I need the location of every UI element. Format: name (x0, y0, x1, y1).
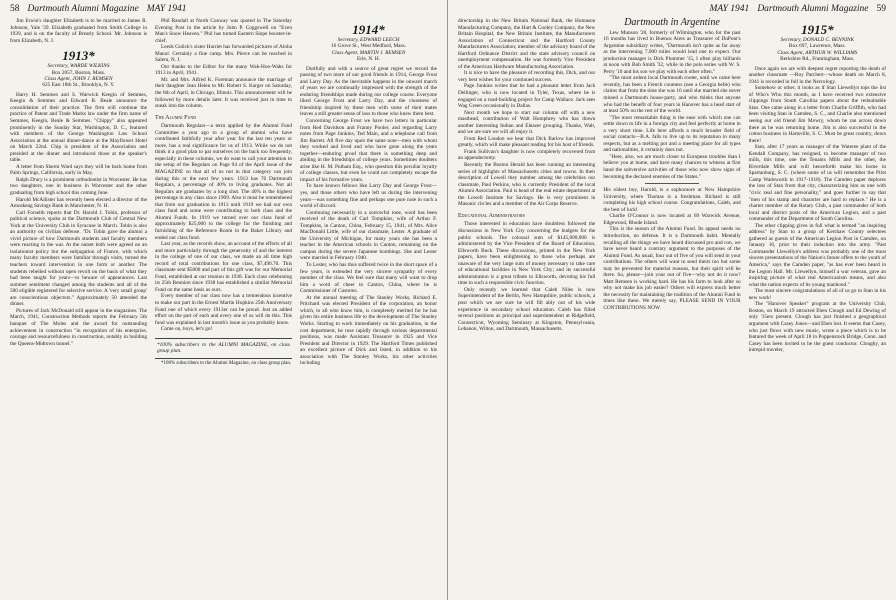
paragraph: Pictures of Jack McDonald still appear in the magazines. The March, 1941, Construction Methods reports the February 5th banquet of The Moles and the award for outstanding achievement in construction "in recognition of his enterprise, courage and resourcefulness in construction, notably in building the Queens-Midtown tunnel." (10, 307, 147, 347)
paragraph: "The most remarkable thing is the ease with which one can settle down to life in a foreign city and feel perfectly at home in a very short time. Life here affords a much broader field of social contacts—B.A. falls to live up to its reputation in many respects, but as a melting pot and a meeting place for all types and nationalities, it certainly does not. (603, 114, 741, 154)
paragraph: Stan, after 17 years as manager of the Wateree plant of the Kendall Company, has resigned, to become manager of two mills, this time, one the Tenants Mills and the other, the Riverdale Mills and will henceforth make his home in Spartanburg, S. C. (where some of us will remember the Pilot Camp Wadsworth in 1917-1918). The Camden paper deplores the loss of Stan from that city, characterizing him as one with "civic zeal and fine personality," and goes further to say that "men of his stamp and character are hard to replace." He is a charter member of the Rotary Club, a past commander of both local and district posts of the American Legion, and a past commander of the Department of South Carolina. (748, 144, 886, 223)
paragraph: Dutifully and with a source of great regret we record the passing of two more of our good friends in 1914, George Frost and Larry Day. As the inevitable happens in the onward march of years we are continually impressed with the strength of the enduring friendships made during our college course. Everyone liked George Frost and Larry Day, and the closeness of friendship inspired by these men with some of their mates leaves a still greater sense of loss to those who knew them best. (300, 65, 437, 118)
class-secretary-address: Box 2057, Boston, Mass. (51, 69, 106, 76)
left-running-head: Dartmouth Alumni Magazine (27, 4, 139, 14)
class-1914-heading (300, 23, 437, 63)
column-2 (155, 18, 292, 598)
class-year: 1915* (801, 22, 834, 37)
paragraph: Mr. and Mrs. Alfred K. Foreman announce the marriage of their daughter Jean Helen to Mr. Robert S. Karger on Saturday, the 6th of April, in Chicago, Illinois. This announcement will be followed by more details later. It was received just in time to sneak into the column. (155, 76, 292, 110)
paragraph: Harold McAllister has recently been elected a director of the Amoskeag Savings Bank in Manchester, N. H. (10, 196, 147, 210)
class-agent: Class Agent, JOHN J. REMSEN (44, 76, 113, 82)
paragraph: Those interested in education have doubtless followed the discussions in New York City concerning the budgets for the public schools. The colossal sum of $145,000,000 is administered by the Vice President of the Board of Education, Ellsworth Buck. These discussions, printed in the New York papers, have been enlightening to those who perhaps are unaware of the very large sum of money necessary to take care of educational facilities in New York City; and its successful administration is a great tribute to Ellsworth, devoting his full time to such a responsible civic function. (458, 221, 596, 287)
paragraph: Once again we are with deepest regret reporting the death of another classmate —Roy Parchert—whose death on March 8, 1941 is recorded in full in the Necrology. (748, 65, 886, 85)
left-page-number: 58 (10, 4, 20, 14)
class-secretary: Secretary, DONALD C. BENNINK (780, 37, 855, 43)
class-agent-address: 625 East 18th St., Brooklyn, N. Y. (42, 82, 115, 89)
section-heading-alumni-fund: The Alumni Fund (155, 114, 197, 121)
right-page (448, 0, 896, 600)
paragraph: Lew Munson '28, formerly of Wilmington, who for the past 16 months has lived in Buenos Aires as Treasurer of DuPont's Argentine subsidiary writes, "Dartmouth isn't quite as far away as the intervening 7,000 miles would lead one to expect. Our production manager is Dick Plummer '15, I often play billiards at noon with Bob Smith '32, while in the polo series with W. S. Perry '10 and his son we play with each other often." (603, 29, 741, 75)
paragraph: It is nice to have the pleasure of recording this, Dick, and our very best wishes for your continued success. (458, 70, 596, 83)
paragraph: Charlie O'Connor is now located at 69 Warwick Avenue, Edgewood, Rhode Island. (603, 213, 741, 226)
right-running-head: Dartmouth Alumni Magazine (757, 4, 869, 14)
left-month: MAY 1941 (146, 4, 187, 14)
paragraph: "Here, also, we are much closer to European troubles than I believe you at home, and have many chances to witness at first hand the subversive activities of those who now show signs of becoming the declared enemies of the States." (603, 153, 741, 180)
column-6 (749, 18, 886, 598)
paragraph: Harry H. Semmes and S. Warwick Keegin of Semmes, Keegin & Semmes and Edward B. Beale announce the consolidation of their practice. The firm will continue the practice of Patent and Trade Marks law under the firm name of Semmes, Keegin, Beale & Semmes. "Chippy" also appeared prominently in the Sunday Star, Washington, D. C., featured with members of the George Washington Law School Association at the annual dinner-dance at the Mayflower Hotel on March 22nd. Chip is president of the Association and presided at the dinner and introduced those at the speaker's table. (10, 91, 147, 164)
class-1913-heading (10, 49, 147, 89)
divider (645, 183, 700, 184)
section-heading-educational-administrators: Educational Administrators (458, 212, 525, 219)
paragraph: "The most ardent local Dartmouth rooter, until we came here recently, has been a French countess (nee a Georgia belle) who claims that from the time she was 16 until she married she never missed a Dartmouth house-party, and who thinks that anyone who had the benefit of four years in Hanover has a head start of at least 50% on the rest of the world. (603, 75, 741, 115)
paragraph: His oldest boy, Harold, is a sophomore at New Hampshire University, where Thomas is a freshman. Richard is still completing his high school course. Congratulations, Caleb, and the best of luck! (603, 187, 741, 213)
paragraph: The most sincere congratulations of all of us go to Stan in his new work! (748, 288, 886, 301)
column-3 (300, 18, 437, 598)
paragraph: Frank Sullivan's daughter is now completely recovered from an appendectomy. (458, 148, 596, 162)
class-1915-heading (749, 23, 886, 63)
paragraph: The "Hanover Speaker" program at the University Club, Boston, on March 19 attracted Eben Clough and Ed Dewing of only '15ers present. Clough has just finished a geographical argument with Casey Jones—and Eben lost. It seems that Casey, who just flows with new music, wrote a piece which is to be featured the week of April 18 in Poppenstock Bridge, Conn. and Casey has been invited to be the guest conductor. Cloughy, an intrepid traveler, (748, 301, 886, 354)
class-year: 1913* (62, 48, 95, 64)
paragraph: To have known fellows like Larry Day and George Frost—yes, and those others who have left us during the intervening years—was something fine and perhaps one pure note in such a world of discord. (300, 183, 437, 210)
paragraph: Ralph Drury is a prominent orthodontist in Worcester. He has two daughters, one in business in Worcester and the other graduating from high school this coming June. (10, 176, 147, 197)
class-secretary-address: Box 697, Lawrence, Mass. (788, 43, 846, 50)
paragraph: Come on, boys, let's go! (161, 326, 213, 333)
paragraph: Next month we hope to start our column off with a new masthead, contribution of Walt Humphrey who has drawn another interesting Indian and Eleazer grouping. Thanks, Walt, and we are sure we will all enjoy it. (458, 109, 596, 136)
paragraph: Last year, as the records show, an account of the efforts of all and more particularly through the generosity of and the interest in the college of one of our class, we made an all time high record of total contributions for one class, $7,490.70. This classmate sent $5000 and part of this gift was for our Memorial Fund, established at our reunion in 1938. Each class celebrating its 25th Reunion since 1938 has established a similar Memorial Fund on the same basis as ours. (155, 241, 292, 293)
paragraph: At the annual meeting of The Stanley Works, Richard E. Pritchard was elected President of the corporation, an honor which, to all who know him, is completely merited for he has given his entire business life to the development of The Stanley Works. Starting to work immediately on his graduation, in the cost department, he rose rapidly through various departmental positions, was made Assistant Treasurer in 1925 and Vice President and Director in 1929. The Hartford Times published an excellent picture of Dick and listed, in addition to his association with The Stanley Works, his other activities including (300, 294, 437, 367)
right-running-header (458, 4, 886, 18)
class-secretary: Secretary, WARDE WILKINS (47, 63, 110, 70)
column-4 (458, 18, 595, 598)
paragraph: Carl Forseith reports that Dr. Harold J. Tobin, professor of political science, spoke at the Dartmouth Club of Central New York at the University Club in Syracuse in March. Tobin is also an authority on civilian defense. "Dr. Tobin gave the alumni a vivid picture of how Dartmouth students and faculty members were reacting to the war. At the outset both were agreed on an isolationist policy but the subjugation of France, with which many faculty members were familiar through visits, turned the teachers toward intervention in one form or another. The students rebelled without open revolt on the basis of what they had been taught for years—to beware of appearances. Last summer sentiment changed among the students and all of the 500 eligible registered for selective service. A 'very small group' are conscientious objectors." Approximately 50 attended the dinner. (10, 209, 147, 308)
paragraph: Page Junkins writes that he had a pleasant letter from Jack Dellinger, who is now located in Tyler, Texas, where he is engaged on a road-building project for Camp Wallace. Jack sees Wag Green occasionally in Dallas. (458, 83, 596, 110)
paragraph: From Red Loudon we hear that Dick Barlow has improved greatly, which will make pleasant reading for his host of friends. (458, 135, 596, 149)
paragraph: The other clipping gives in full what is termed "an inspiring address" by Stan to a group of Kershaw County selectees gathered as guests of the American Legion Post in Camden, on January 16, prior to their induction into the army. "Past Commander Llewellyn's address was probably one of the most sincere presentations of the Nation's future offers to the youth of America," says the Camden paper, "as has ever been heard in the Legion Hall. Mr. Llewellyn, himself a war veteran, gave an inspiring picture of what real Americanism means, and also what the nation expects of its young manhood." (748, 222, 886, 288)
column-5 (603, 18, 740, 598)
paragraph: Somehow or other, it looks as if Stan Llewellyn tops the list of Who's Who this month, as I have received two extensive clippings from South Carolina papers about the redoubtable Stan. One came along in a letter from Charlie Griffith, who had been visiting Stan in Camden, S. C., and Charlie also mentioned seeing our old friend Jim Mowry, whom he ran across down there as he was returning home. Jim is also successful in the cotton business in Hartsville, S. C. Must be great country, down there! (748, 85, 886, 144)
paragraph: To Lester, who has thus suffered twice in the short space of a few years, is extended the very sincere sympathy of every member of the class. We feel sure that many will want to drop him a word of cheer to Canton, China, where he is Commissioner of Customs. (300, 262, 437, 295)
paragraph: directorship in the New Britain National Bank, the Humason Manufacturing Company, the Hart & Cooley Company, the New Britain Hospital, the New Britain Institute, the Manufacturers Association of Connecticut and the Hartford County Manufacturers Association; member of the advisory board of the Hartford Ordnance District and the state advisory council on unemployment compensation. He was formerly Vice President of the American Hardware Manufacturing Association. (458, 18, 596, 70)
footnote: *100% subscribers to the Alumni Magazine, on class group plan. (161, 360, 292, 366)
class-year: 1914* (352, 22, 385, 37)
class-agent-address: Erie, N. H. (356, 56, 381, 63)
class-agent: Class Agent, MARTIN J. REMSEN (331, 49, 406, 56)
paragraph: Concerning George Frost we have two letters in particular from Red Davidson and Franny Pooler, and regarding Larry notes from Page Junkins, Ted Main, and a telephone call from Jim Barrett. All five day upon the same note—men with whom they worked and lived and who have gone along the years together—enduring proof that there is something deep and abiding in the friendships of college years. Sometimes doubters arise like H. M. Pulham Esq., who question this peculiar loyalty of college classes, but even he could not completely escape the impact of his formative years. (300, 118, 437, 183)
paragraph: Dartmouth Regulars—a term applied by the Alumni Fund Committee a year ago to a group of alumni who have contributed faithfully year after year for the last ten years or more, has a real significance for us of 1913. While we do not think it a good plan to pat ourselves on the back too frequently, especially in these columns, we do want to call your attention to the setup of the Regulars on Page 94 of the April issue of the MAGAZINE so that all of us not in that category can join during this or the next few years. 1913 has 76 Dartmouth Regulars, a percentage of 40% to living graduates. Not all Regulars are graduates by a long shot. The 40% is the highest percentage in any class since 1909. Also it must be remembered that from our graduation in 1913 until 1919 we had our own class fund and some were contributing to both class and the Alumni Funds. In 1919 we turned over our class fund of approximately $25,000 to the college for the finishing and furnishing of the Reference Room in the Baker Library and ended our class fund. (155, 123, 292, 241)
right-page-number: 59 (876, 4, 886, 14)
paragraph: A letter from Sherm Ward says they will be back home from Palm Springs, California, early in May. (10, 163, 147, 177)
article-title: Dartmouth in Argentine (624, 18, 720, 28)
left-running-header (10, 4, 437, 18)
paragraph: Leeds Gulick's sister Harriet has forwarded pictures of Aloha Manor. Certainly a fine camp. Mrs. Pierce can be reached in Salem, N. J. (155, 44, 292, 64)
paragraph: Every member of our class now has a tremendous incentive to make our part in the Ernest Martin Hopkins 25th Anniversary Fund one of which every 1913er can be proud. Just an added effort on the part of each and every one of us will do this. This fund was explained in last month's issue as you probably know. (155, 293, 292, 326)
paragraph: This is the season of the Alumni Fund. Its appeal needs no introduction, no defense. It is a Dartmouth habit. Mentally recalling all the things we have heard discussed pro and con, we have never heard a contrary argument to the purposes of the Alumni Fund. As usual, four out of five of you will send in your contributions. The others will want to send theirs too but some may be prevented for material reasons, but their spirit will be there. So, please—join your out of five—why not do it now? Matt Remsen is working hard. He has his farm to look after so why not make his job easier? Others will express much better the necessity for maintaining the tradition of the Alumni Fund in times like these. We merely say, PLEASE SEND IN YOUR CONTRIBUTIONS NOW. (603, 226, 741, 311)
subscriber-note-box: *100% subscribers to the ALUMNI MAGAZINE, on class group plan. (155, 338, 292, 359)
class-secretary-address: 16 Grove St., West Medford, Mass. (331, 43, 406, 50)
paragraph: Recently the Boston Herald has been running an interesting series of highlights of Massachusetts cities and towns. In their description of Lowell they number among the celebrities our classmate, Paul Perkins, who is currently President of the local Alumni Association. Paul is head of the real estate department at the Lowell Institute for Savings. He is very prominent in Masonic circles and a member of the Air Corps Reserve. (458, 162, 596, 208)
paragraph: Phil Randall at North Conway was quoted in The Saturday Evening Post in the article by John P. Coggswell on "Even Man's Snow Heaven." Phil has turned Eastern Slope booster-in-chief. (155, 18, 292, 44)
column-1 (10, 18, 147, 598)
class-agent-address: Berkshire Rd., Framingham, Mass. (780, 56, 855, 63)
class-secretary: Secretary, EDWARD LEECH (337, 37, 400, 43)
class-agent: Class Agent, ARTHUR W. WILLIAMS (777, 49, 858, 56)
paragraph: Our thanks to the Editor for the many Wah-Hoo-Wahs for 1913 in April, 1941. (155, 63, 292, 77)
right-month: MAY 1941 (709, 4, 750, 14)
paragraph: Jim Erwin's daughter Elizabeth is to be married to James R. Johnson, Yale '39. Elizabeth graduated from Smith College in 1939, and is on the faculty of Brearly School. Mr. Johnson is from Elizabeth, N. J. (10, 18, 147, 44)
paragraph: Continuing necessarily in a sorrowful tone, word has been received of the death of Carl Tompkins, wife of Arthur F. Tompkins, in Canton, China, February 15, 1941, of Mrs. Alice MacDonald Little, wife of our classmate, Lester. A graduate of the University of Michigan, for many years she has been a teacher in the American schools in Canton, remaining on the campus during the severe Japanese bombings. She and Lester were married in February 1940. (300, 209, 437, 262)
paragraph: Only recently we learned that Caleb Niles is now Superintendent of the Berlin, New Hampshire, public schools, a post which we are sure he will fill ably out of his wide experience in secondary school education. Caleb has filled several positions as principal and superintendent at Ridgefield, Connecticut, Wyoming Seminary at Kingston, Pennsylvania, Lebanon, Wilton, and Dartmouth, Massachusetts. (458, 286, 596, 333)
